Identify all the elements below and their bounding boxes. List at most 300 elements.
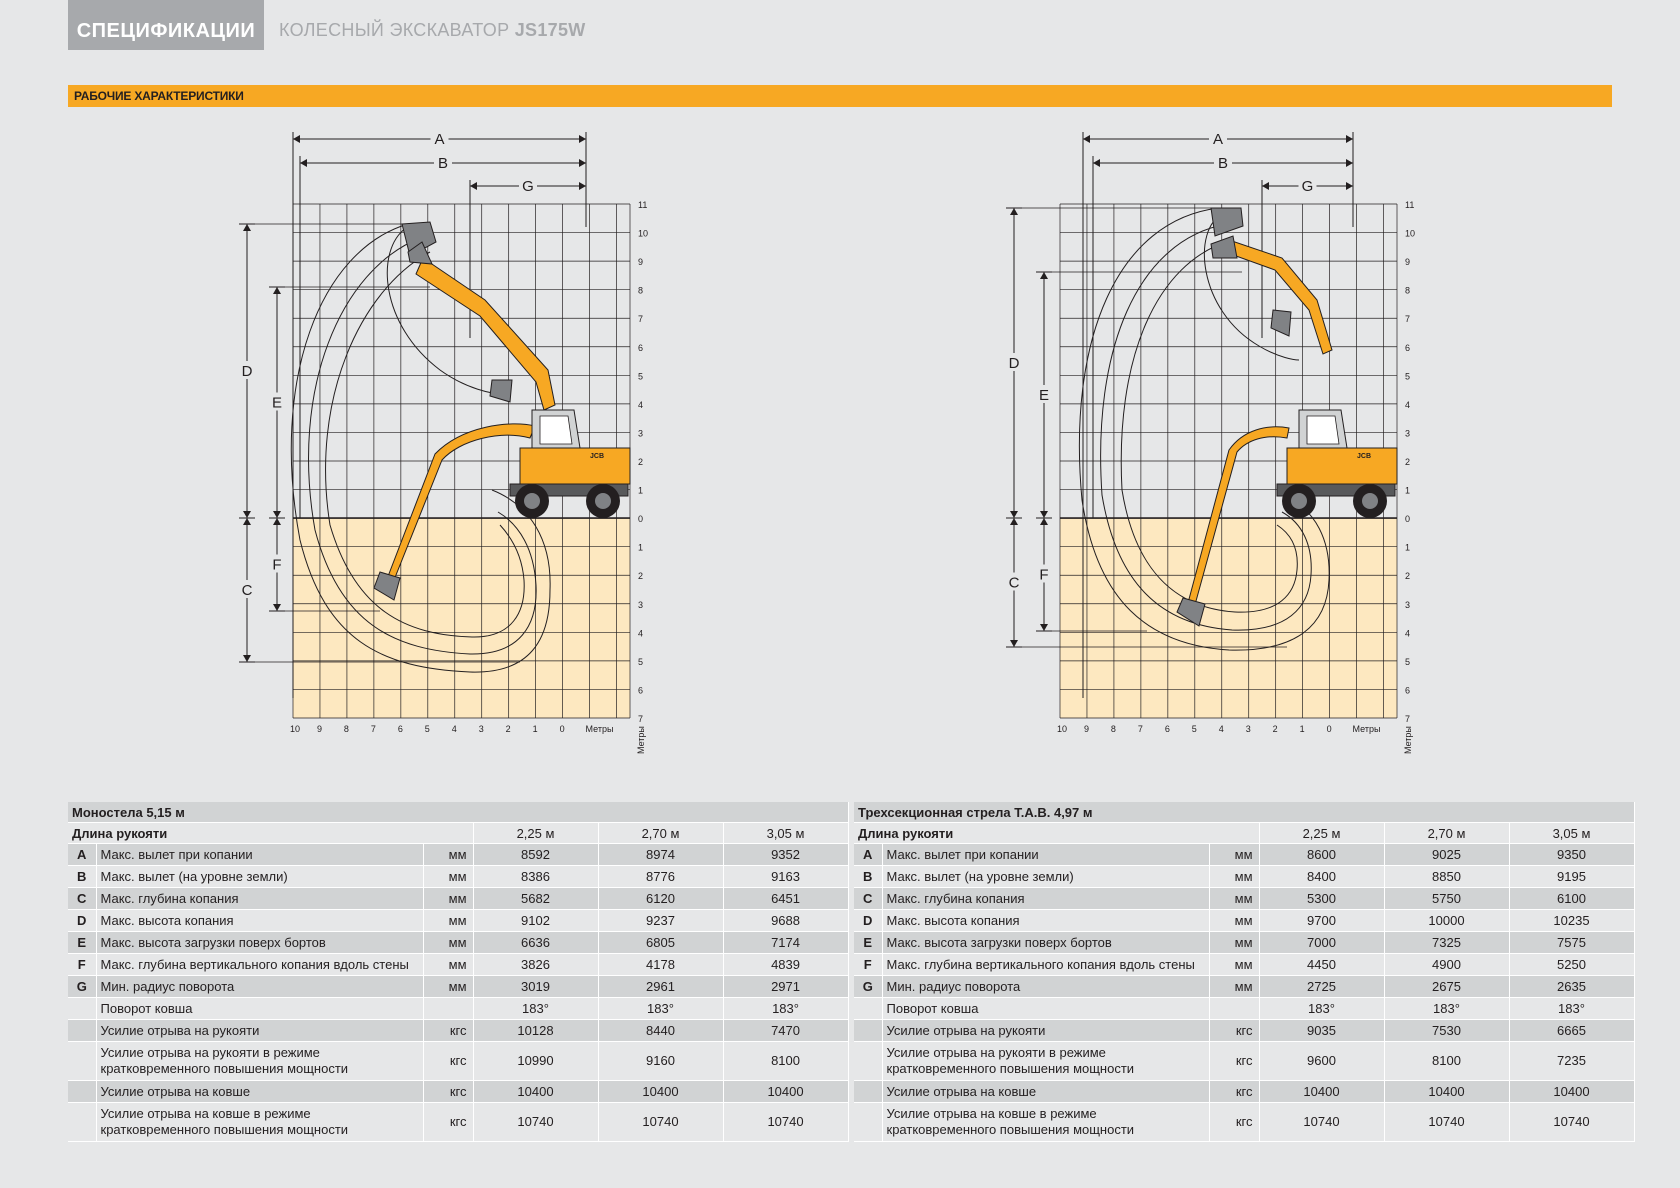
row-value: 5300 xyxy=(1259,888,1384,910)
brand-logo: JCB xyxy=(590,453,605,460)
arrow-head xyxy=(273,511,281,518)
row-value: 7235 xyxy=(1509,1042,1634,1081)
table-title: Трехсекционная стрела T.A.B. 4,97 м xyxy=(854,802,1634,823)
reach-tick-label: 4 xyxy=(1218,724,1224,734)
row-value: 6665 xyxy=(1509,1020,1634,1042)
arrow-head xyxy=(1010,511,1018,518)
dimension-label: D xyxy=(241,363,253,380)
arrow-head xyxy=(1346,182,1353,190)
spec-table-tab-boom xyxy=(854,802,1635,1142)
bucket xyxy=(1271,310,1291,336)
row-value: 9237 xyxy=(598,910,723,932)
row-value: 9600 xyxy=(1259,1042,1384,1081)
height-tick-label: 9 xyxy=(1405,257,1411,268)
row-key: A xyxy=(854,844,882,866)
row-value: 8776 xyxy=(598,866,723,888)
row-label-line: Макс. глубина копания xyxy=(100,891,239,906)
row-label-line: Макс. вылет при копании xyxy=(100,847,253,862)
row-label xyxy=(96,1020,423,1042)
row-value: 6636 xyxy=(473,932,598,954)
row-key xyxy=(68,998,96,1020)
row-label xyxy=(882,1042,1209,1081)
machine-body xyxy=(1287,448,1397,484)
table-row xyxy=(68,844,848,866)
row-key xyxy=(854,1103,882,1142)
height-tick-label: 0 xyxy=(638,514,644,525)
row-key: B xyxy=(68,866,96,888)
row-value: 10235 xyxy=(1509,910,1634,932)
arrow-head xyxy=(1010,518,1018,525)
row-unit: мм xyxy=(423,976,473,998)
row-value: 10740 xyxy=(1509,1103,1634,1142)
table-header-row xyxy=(68,823,848,844)
table-row xyxy=(68,866,848,888)
cab-window xyxy=(1307,416,1339,444)
table-row xyxy=(68,1081,848,1103)
dimension-label: B xyxy=(437,155,449,172)
row-label-line: Макс. вылет (на уровне земли) xyxy=(886,869,1074,884)
table-row xyxy=(68,1103,848,1142)
row-label xyxy=(882,1020,1209,1042)
height-tick-label: 5 xyxy=(638,371,644,382)
row-label xyxy=(96,1081,423,1103)
cab-window xyxy=(540,416,572,444)
row-value: 10740 xyxy=(1259,1103,1384,1142)
row-label xyxy=(96,998,423,1020)
reach-tick-label: 8 xyxy=(1110,724,1116,734)
height-tick-label: 2 xyxy=(1405,457,1411,467)
row-value: 8386 xyxy=(473,866,598,888)
table-row xyxy=(854,954,1634,976)
row-value: 5750 xyxy=(1384,888,1509,910)
row-value: 3826 xyxy=(473,954,598,976)
column-header: 2,70 м xyxy=(1384,823,1509,844)
row-label xyxy=(96,1103,423,1142)
table-row xyxy=(68,998,848,1020)
row-unit: мм xyxy=(423,844,473,866)
height-tick-label: 9 xyxy=(638,257,644,268)
row-value: 3019 xyxy=(473,976,598,998)
height-tick-label: 3 xyxy=(638,599,644,610)
row-label xyxy=(882,1081,1209,1103)
section-band xyxy=(68,85,1612,107)
row-unit: мм xyxy=(423,932,473,954)
height-tick-label: 10 xyxy=(1405,228,1416,239)
row-label-line2: кратковременного повышения мощности xyxy=(886,1122,1135,1137)
table-row xyxy=(68,932,848,954)
table-row xyxy=(854,1103,1634,1142)
row-value: 8974 xyxy=(598,844,723,866)
arrow-head xyxy=(579,159,586,167)
reach-tick-label: 9 xyxy=(1083,724,1089,734)
model-name: JS175W xyxy=(514,20,586,40)
boom-upper xyxy=(416,258,555,410)
row-label xyxy=(882,976,1209,998)
height-tick-label: 1 xyxy=(1405,542,1411,553)
row-value: 9688 xyxy=(723,910,848,932)
height-tick-label: 7 xyxy=(638,314,644,325)
row-unit: мм xyxy=(1209,844,1259,866)
table-row xyxy=(68,1020,848,1042)
row-unit: кгс xyxy=(423,1081,473,1103)
wheel-hub xyxy=(595,493,611,509)
dimension-label: C xyxy=(241,582,253,599)
table-row xyxy=(68,1042,848,1081)
row-key: B xyxy=(854,866,882,888)
row-value: 9102 xyxy=(473,910,598,932)
height-tick-label: 3 xyxy=(1405,428,1411,439)
table-title: Моностела 5,15 м xyxy=(68,802,848,823)
row-label xyxy=(96,932,423,954)
row-key xyxy=(854,1042,882,1081)
row-value: 5250 xyxy=(1509,954,1634,976)
height-tick-label: 2 xyxy=(638,571,644,582)
wheel-hub xyxy=(1362,493,1378,509)
reach-tick-label: 5 xyxy=(424,724,430,734)
dimension-label: G xyxy=(1301,178,1314,195)
arrow-head xyxy=(1040,518,1048,525)
height-tick-label: 8 xyxy=(1405,285,1411,296)
section-tab: СПЕЦИФИКАЦИИ xyxy=(68,0,264,50)
table-row xyxy=(854,888,1634,910)
row-value: 6120 xyxy=(598,888,723,910)
height-tick-label: 10 xyxy=(638,228,649,239)
row-key: C xyxy=(854,888,882,910)
reach-tick-label: 10 xyxy=(290,724,301,734)
row-label xyxy=(882,888,1209,910)
boom-upper xyxy=(1225,240,1332,354)
row-value: 9350 xyxy=(1509,844,1634,866)
row-value: 183° xyxy=(473,998,598,1020)
table-row xyxy=(854,976,1634,998)
arrow-head xyxy=(243,655,251,662)
arrow-head xyxy=(1093,159,1100,167)
dimension-label: D xyxy=(1008,355,1020,372)
reach-tick-label: 2 xyxy=(505,724,511,734)
reach-tick-label: 7 xyxy=(1137,724,1143,734)
dimension-label: C xyxy=(1008,574,1020,592)
row-label-line: Макс. глубина вертикального копания вдоль стены xyxy=(100,957,409,972)
row-value: 9195 xyxy=(1509,866,1634,888)
row-value: 2675 xyxy=(1384,976,1509,998)
arrow-head xyxy=(1262,182,1269,190)
table-row xyxy=(68,888,848,910)
row-value: 10740 xyxy=(723,1103,848,1142)
row-label-line2: кратковременного повышения мощности xyxy=(100,1061,349,1076)
row-label-line: Макс. высота загрузки поверх бортов xyxy=(886,935,1112,950)
row-value: 10400 xyxy=(723,1081,848,1103)
row-value: 9352 xyxy=(723,844,848,866)
row-label-line: Мин. радиус поворота xyxy=(886,979,1021,994)
column-header: 3,05 м xyxy=(1509,823,1634,844)
row-value: 183° xyxy=(598,998,723,1020)
row-value: 10740 xyxy=(1384,1103,1509,1142)
row-unit: мм xyxy=(423,866,473,888)
reach-tick-label: 5 xyxy=(1191,724,1197,734)
row-key xyxy=(68,1103,96,1142)
row-value: 6100 xyxy=(1509,888,1634,910)
arrow-head xyxy=(243,518,251,525)
arrow-head xyxy=(1346,135,1353,143)
row-unit: мм xyxy=(1209,932,1259,954)
bucket xyxy=(490,380,512,402)
reach-tick-label: 1 xyxy=(1299,724,1305,734)
row-value: 4900 xyxy=(1384,954,1509,976)
arrow-head xyxy=(1040,272,1048,279)
row-label-line: Мин. радиус поворота xyxy=(100,979,235,994)
bucket xyxy=(1211,236,1237,258)
row-value: 10000 xyxy=(1384,910,1509,932)
arrow-head xyxy=(293,135,300,143)
height-tick-label: 4 xyxy=(1405,628,1411,639)
row-key: G xyxy=(68,976,96,998)
dimension-label: E xyxy=(271,394,283,412)
height-tick-label: 3 xyxy=(638,428,644,439)
row-value: 8592 xyxy=(473,844,598,866)
arrow-head xyxy=(1040,624,1048,631)
table-title-row xyxy=(854,802,1634,823)
row-unit: мм xyxy=(1209,866,1259,888)
row-label xyxy=(96,954,423,976)
table-row xyxy=(68,976,848,998)
row-value: 10400 xyxy=(1384,1081,1509,1103)
reach-tick-label: 7 xyxy=(370,724,376,734)
height-tick-label: 7 xyxy=(638,714,644,724)
row-value: 8440 xyxy=(598,1020,723,1042)
arrow-head xyxy=(243,511,251,518)
row-label-line: Усилие отрыва на рукояти xyxy=(886,1023,1046,1038)
row-value: 7470 xyxy=(723,1020,848,1042)
row-key: G xyxy=(854,976,882,998)
dimension-label: A xyxy=(1212,131,1224,148)
row-value: 10400 xyxy=(1509,1081,1634,1103)
height-tick-label: 7 xyxy=(1405,314,1411,325)
height-tick-label: 4 xyxy=(638,399,644,410)
row-value: 7325 xyxy=(1384,932,1509,954)
dimension-label: F xyxy=(1039,566,1049,584)
row-label xyxy=(96,1042,423,1081)
row-value: 4450 xyxy=(1259,954,1384,976)
row-unit xyxy=(1209,998,1259,1020)
reach-tick-label: 10 xyxy=(1057,724,1068,734)
height-unit-label: Метры xyxy=(1403,726,1413,754)
reach-tick-label: 6 xyxy=(397,724,403,734)
arrow-head xyxy=(1040,511,1048,518)
row-value: 9163 xyxy=(723,866,848,888)
arrow-head xyxy=(273,518,281,525)
row-key xyxy=(854,1020,882,1042)
row-unit: мм xyxy=(1209,910,1259,932)
height-tick-label: 7 xyxy=(1405,714,1411,724)
arrow-head xyxy=(273,604,281,611)
spec-table-monoboom xyxy=(68,802,849,1142)
height-tick-label: 5 xyxy=(1405,656,1411,667)
row-value: 10400 xyxy=(1259,1081,1384,1103)
row-unit: кгс xyxy=(423,1020,473,1042)
row-unit: мм xyxy=(1209,976,1259,998)
row-unit: кгс xyxy=(1209,1103,1259,1142)
reach-tick-label: 6 xyxy=(1164,724,1170,734)
row-label xyxy=(882,998,1209,1020)
arrow-head xyxy=(579,135,586,143)
reach-tick-label: 0 xyxy=(1326,724,1332,734)
row-value: 9025 xyxy=(1384,844,1509,866)
row-value: 8850 xyxy=(1384,866,1509,888)
row-unit: кгс xyxy=(1209,1042,1259,1081)
row-value: 7530 xyxy=(1384,1020,1509,1042)
table-row xyxy=(854,932,1634,954)
row-key: E xyxy=(68,932,96,954)
row-label-line: Макс. высота копания xyxy=(100,913,234,928)
column-header-label: Длина рукояти xyxy=(854,823,1259,844)
height-tick-label: 5 xyxy=(1405,371,1411,382)
height-tick-label: 5 xyxy=(638,656,644,667)
below-ground-area xyxy=(293,518,630,718)
reach-tick-label: 0 xyxy=(559,724,565,734)
arrow-head xyxy=(1346,159,1353,167)
row-key xyxy=(68,1020,96,1042)
row-value: 7174 xyxy=(723,932,848,954)
height-tick-label: 6 xyxy=(1405,685,1411,696)
row-label-line: Усилие отрыва на рукояти в режиме xyxy=(100,1045,320,1060)
height-tick-label: 2 xyxy=(1405,571,1411,582)
table-header-row xyxy=(854,823,1634,844)
reach-tick-label: 8 xyxy=(343,724,349,734)
row-key xyxy=(854,1081,882,1103)
column-header: 3,05 м xyxy=(723,823,848,844)
row-value: 7000 xyxy=(1259,932,1384,954)
height-tick-label: 6 xyxy=(638,342,644,353)
row-label-line: Макс. вылет при копании xyxy=(886,847,1039,862)
row-unit xyxy=(423,998,473,1020)
height-unit-label: Метры xyxy=(636,726,646,754)
row-label-line: Усилие отрыва на ковше xyxy=(100,1084,251,1099)
row-label-line: Усилие отрыва на рукояти xyxy=(100,1023,260,1038)
row-label xyxy=(96,976,423,998)
wheel-hub xyxy=(524,493,540,509)
row-key xyxy=(68,1081,96,1103)
reach-tick-label: 3 xyxy=(1245,724,1251,734)
dimension-label: A xyxy=(434,131,445,148)
height-tick-label: 2 xyxy=(638,457,644,467)
table-row xyxy=(68,910,848,932)
row-unit: кгс xyxy=(423,1042,473,1081)
dimension-label: F xyxy=(272,556,282,574)
row-label xyxy=(882,932,1209,954)
row-unit: мм xyxy=(423,954,473,976)
row-label xyxy=(96,910,423,932)
row-value: 4839 xyxy=(723,954,848,976)
row-label xyxy=(882,954,1209,976)
row-key: D xyxy=(854,910,882,932)
row-label xyxy=(96,866,423,888)
row-value: 7575 xyxy=(1509,932,1634,954)
height-tick-label: 8 xyxy=(638,285,644,296)
dimension-label: B xyxy=(1217,155,1229,172)
table-row xyxy=(854,844,1634,866)
row-label-line: Усилие отрыва на ковше в режиме xyxy=(886,1106,1097,1121)
arrow-head xyxy=(1010,208,1018,215)
row-value: 5682 xyxy=(473,888,598,910)
row-value: 2961 xyxy=(598,976,723,998)
row-label-line: Усилие отрыва на ковше в режиме xyxy=(100,1106,311,1121)
working-envelope-curve xyxy=(1204,214,1299,360)
subtitle-text: КОЛЕСНЫЙ ЭКСКАВАТОР xyxy=(279,20,510,40)
row-value: 6805 xyxy=(598,932,723,954)
row-key: F xyxy=(854,954,882,976)
wheel-hub xyxy=(1291,493,1307,509)
row-value: 8600 xyxy=(1259,844,1384,866)
brand-logo: JCB xyxy=(1357,453,1372,460)
dimension-label: E xyxy=(1038,387,1050,404)
row-value: 8400 xyxy=(1259,866,1384,888)
column-header-label: Длина рукояти xyxy=(68,823,473,844)
row-value: 10128 xyxy=(473,1020,598,1042)
row-value: 9035 xyxy=(1259,1020,1384,1042)
table-row xyxy=(854,1042,1634,1081)
bucket xyxy=(1211,208,1243,236)
row-value: 4178 xyxy=(598,954,723,976)
row-label-line: Усилие отрыва на ковше xyxy=(886,1084,1037,1099)
height-tick-label: 1 xyxy=(638,485,644,496)
column-header: 2,25 м xyxy=(1259,823,1384,844)
row-unit: кгс xyxy=(1209,1020,1259,1042)
section-title: РАБОЧИЕ ХАРАКТЕРИСТИКИ xyxy=(74,89,244,103)
row-unit: мм xyxy=(1209,954,1259,976)
arrow-head xyxy=(470,182,477,190)
row-unit: мм xyxy=(1209,888,1259,910)
reach-tick-label: 1 xyxy=(532,724,538,734)
column-header: 2,25 м xyxy=(473,823,598,844)
arrow-head xyxy=(579,182,586,190)
row-label-line: Макс. высота загрузки поверх бортов xyxy=(100,935,326,950)
table-row xyxy=(854,1020,1634,1042)
row-value: 2725 xyxy=(1259,976,1384,998)
row-key: E xyxy=(854,932,882,954)
arrow-head xyxy=(273,287,281,294)
dimension-label: G xyxy=(522,178,534,195)
machine-body xyxy=(520,448,630,484)
arrow-head xyxy=(1083,135,1090,143)
row-unit: кгс xyxy=(423,1103,473,1142)
table-title-row xyxy=(68,802,848,823)
row-value: 2635 xyxy=(1509,976,1634,998)
column-header: 2,70 м xyxy=(598,823,723,844)
height-tick-label: 6 xyxy=(638,685,644,696)
row-value: 10740 xyxy=(473,1103,598,1142)
height-tick-label: 6 xyxy=(1405,342,1411,353)
row-key: D xyxy=(68,910,96,932)
row-unit: кгс xyxy=(1209,1081,1259,1103)
row-label xyxy=(882,844,1209,866)
table-row xyxy=(854,998,1634,1020)
height-tick-label: 11 xyxy=(1405,200,1415,210)
row-value: 10400 xyxy=(598,1081,723,1103)
reach-tick-label: 4 xyxy=(451,724,457,734)
row-label-line: Поворот ковша xyxy=(100,1001,193,1016)
row-key xyxy=(68,1042,96,1081)
below-ground-area xyxy=(1060,518,1397,718)
row-label-line2: кратковременного повышения мощности xyxy=(886,1061,1135,1076)
height-tick-label: 4 xyxy=(1405,399,1411,410)
row-label-line: Макс. вылет (на уровне земли) xyxy=(100,869,288,884)
row-key xyxy=(854,998,882,1020)
row-value: 8100 xyxy=(723,1042,848,1081)
row-label-line: Поворот ковша xyxy=(886,1001,979,1016)
arrow-head xyxy=(1010,640,1018,647)
height-tick-label: 11 xyxy=(638,200,648,210)
row-label xyxy=(96,888,423,910)
